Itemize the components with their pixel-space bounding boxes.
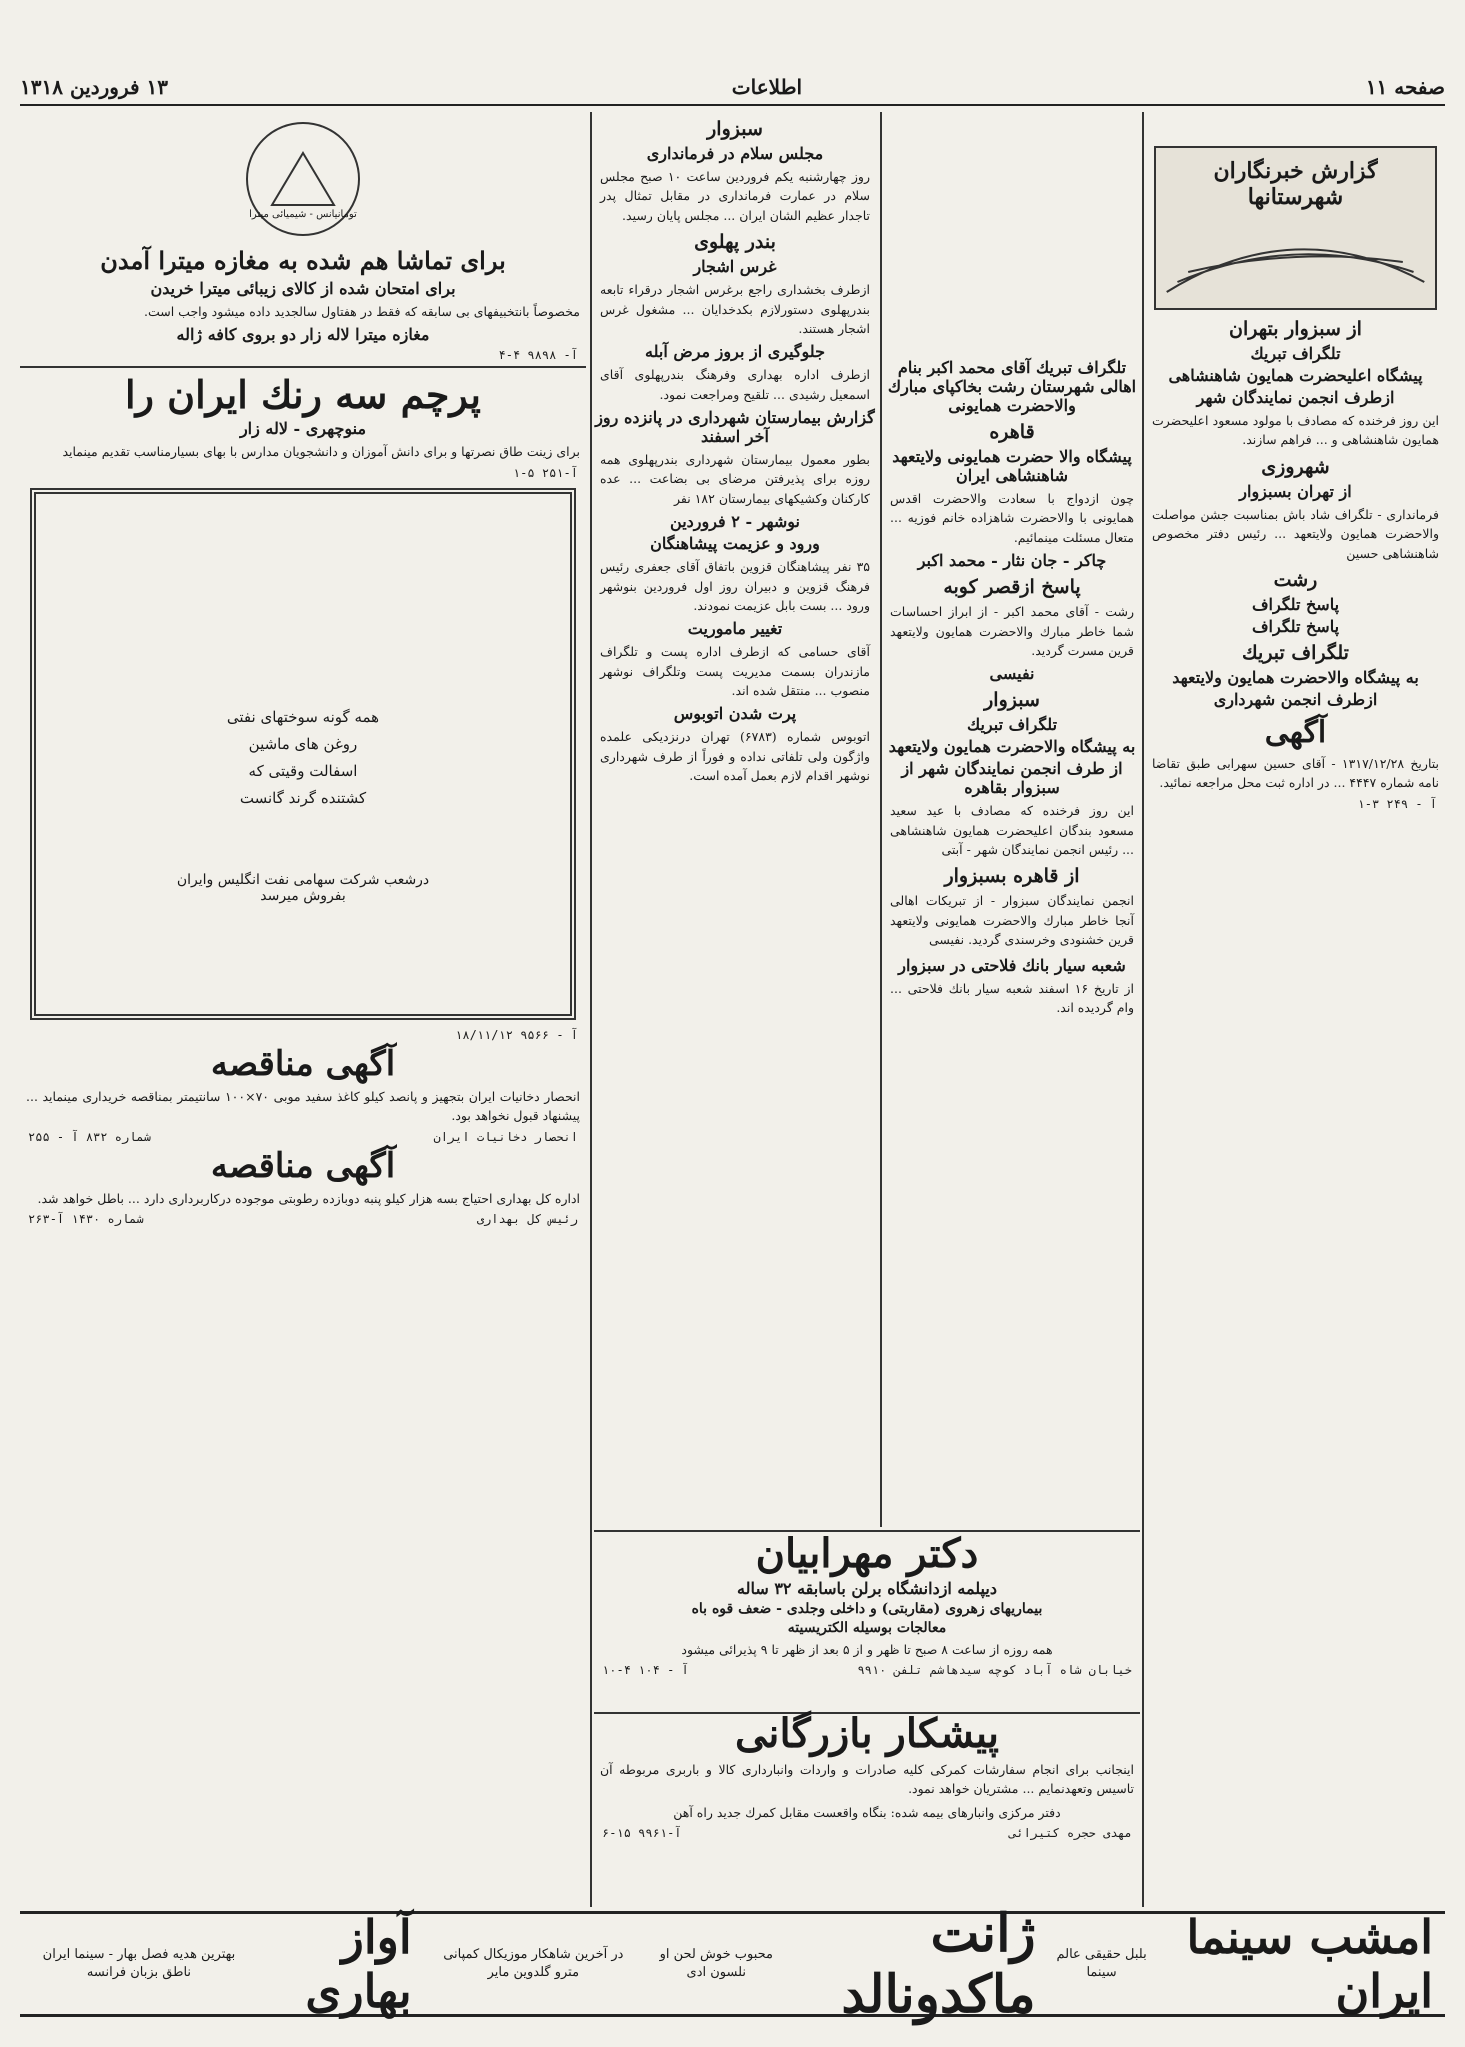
section-sub: ازطرف انجمن شهرداری	[1213, 689, 1378, 709]
section-sub: پیشگاه والا حضرت همایونی ولایتعهد شاهنشاهی ایران	[892, 447, 1132, 485]
ad-line: اسفالت وقیتی که	[248, 761, 358, 780]
doctor-treatment: معالجات بوسیله الکتریسیته	[787, 1620, 947, 1636]
article-text: ازطرف بخشداری راجع برغرس اشجار درقراء تابعه بندرپهلوی دستورلازم بکدخدایان ... مشغول غرس اشجار هستند.	[600, 282, 870, 336]
tender-title: آگهی مناقصه	[210, 1145, 396, 1186]
ad-sub: منوچهری - لاله زار	[239, 419, 367, 439]
section-title: از قاهره بسبزوار	[944, 865, 1080, 888]
doctor-hours: همه روزه از ساعت ۸ صبح تا ظهر و از ۵ بعد از ظهر تا ۹ پذیرائی میشود	[681, 1642, 1053, 1657]
ref-number: شماره ۱۴۳۰ آ-۲۶۳	[28, 1212, 144, 1227]
ad-ref	[28, 466, 578, 480]
section-sub: مجلس سلام در فرمانداری	[646, 144, 824, 163]
column-mid-right	[884, 112, 1140, 1527]
tender-ref	[28, 1130, 578, 1144]
ad-line: کشتنده گرند گانست	[239, 788, 367, 807]
company-name: درشعب شرکت سهامی نفت انگلیس وایران	[176, 871, 430, 888]
cinema-banner	[20, 1903, 1445, 2025]
section-title: تلگراف تبریك	[1242, 641, 1349, 664]
article-text: از تاریخ ۱۶ اسفند شعبه سیار بانك فلاحتی ... وام گردیده اند.	[890, 980, 1135, 1015]
cinema-title: امشب سینما ایران	[1186, 1910, 1433, 2018]
dateline: نوشهر - ۲ فروردین	[670, 512, 800, 532]
section-title: سبزوار	[984, 689, 1040, 712]
ref-number: آ-۲۵۱ ۵-۱	[512, 465, 578, 480]
article-text: بطور معمول بیمارستان شهرداری بندرپهلوی همه روزه برای پذیرفتن مرضای بی بضاعت ... عده کارکنان وکشیکهای بیمارستان ۱۸۲ نفر	[600, 452, 870, 506]
broker-sign: مهدی حجره کتیرائی	[1009, 1826, 1132, 1841]
ad-line: همه گونه سوختهای نفتی	[226, 707, 380, 726]
broker-address: دفتر مرکزی وانبارهای بیمه شده: بنگاه واقعست مقابل کمرك جدید راه آهن	[673, 1804, 1061, 1820]
doctor-address: خیابان شاه آباد کوچه سیدهاشم تلفن ۹۹۱۰	[857, 1663, 1132, 1678]
ref-number: آ - ۲۴۹ ۳-۱	[1357, 796, 1437, 811]
section-title: قاهره	[989, 421, 1035, 443]
section-title: از سبزوار بتهران	[1229, 318, 1362, 340]
cinema-tagline: بلبل حقیقی عالم سینما	[1056, 1946, 1147, 1980]
tender-ref	[28, 1212, 578, 1226]
article-text: روز چهارشنبه یکم فروردین ساعت ۱۰ صبح مجلس سلام در عمارت فرمانداری در مقابل تمثال پدر تاجدار عظیم الشان ایران ... مجلس پایان رسید.	[600, 169, 870, 223]
notice-title: آگهی	[1264, 714, 1327, 750]
signature: نفیسی	[989, 664, 1035, 684]
reporters-illustration	[1154, 146, 1437, 310]
notice-text: بتاریخ ۱۳۱۷/۱۲/۲۸ - آقای حسین سهرابی طبق تقاضا نامه شماره ۴۴۴۷ ... در اداره ثبت محل مراجعه نمائید.	[1152, 755, 1440, 791]
city-title: سبزوار	[707, 118, 763, 140]
section-title: شعبه سیار بانك فلاحتی در سبزوار	[898, 955, 1126, 975]
section-sub: به پیشگاه والاحضرت همایون ولایتعهد	[1172, 667, 1419, 687]
film-title: آواز بهاری	[305, 1910, 412, 2018]
doctor-name: دکتر مهرابیان	[755, 1530, 979, 1577]
article-text: این روز فرخنده که مصادف با عید سعید مسعود بندگان اعلیحضرت همایون شاهنشاهی ... رئیس انجمن نمایندگان شهر - آبتی	[890, 803, 1134, 857]
section-sub: تلگراف تبریك	[1250, 344, 1341, 363]
city-title: بندر پهلوی	[694, 231, 776, 254]
section-title: شهروزی	[1261, 455, 1330, 478]
section-sub: از طرف انجمن نمایندگان شهر از سبزوار بقاهره	[901, 759, 1123, 798]
tender-text: اداره کل بهداری احتیاج بسه هزار کیلو پنبه دوبازده رطوبتی موجوده درکاربرداری دارد ... باطل خواهد شد.	[37, 1191, 580, 1207]
oil-company-ad	[30, 488, 576, 1020]
section-title: رشت	[1273, 568, 1318, 591]
triangle-logo-icon	[268, 149, 338, 209]
ref-number: آ-۹۹۶۱ ۱۵-۶	[602, 1826, 682, 1841]
divider-3	[590, 112, 592, 1907]
column-left	[20, 112, 586, 1907]
ad-ref	[28, 348, 578, 362]
article-text: آقای حسامی که ازطرف اداره پست و تلگراف مازندران بسمت مدیریت پست وتلگراف نوشهر منصوب ... منتقل شده اند.	[600, 644, 870, 698]
divider-1	[1142, 112, 1144, 1907]
tender-title: آگهی مناقصه	[210, 1043, 396, 1084]
ref-number: شماره ۸۳۲ آ - ۲۵۵	[28, 1129, 151, 1144]
mitra-logo	[246, 122, 360, 236]
section-sub: تلگراف تبریك	[966, 715, 1058, 735]
logo-text: تومانیانس - شیمیائی میترا	[249, 209, 357, 220]
telegraph-wires-icon	[1156, 192, 1435, 302]
doctor-specialty: بیماریهای زهروی (مقاربتی) و داخلی وجلدی - ضعف قوه باه	[691, 1601, 1043, 1617]
tender-signature: رئیس کل بهداری	[476, 1212, 578, 1227]
doctor-ad	[594, 1530, 1140, 1714]
section-sub: جلوگیری از بروز مرض آبله	[645, 342, 825, 362]
ad-ref	[28, 1028, 578, 1042]
film-note: در آخرین شاهکار موزیکال کمپانی مترو گلدوین مایر	[443, 1946, 624, 1980]
doctor-sub: دیپلمه ازدانشگاه برلن باسابقه ۳۲ ساله	[737, 1579, 997, 1598]
tender-text: انحصار دخانیات ایران بتجهیز و پانصد کیلو کاغذ سفید موبی ۷۰×۱۰۰ سانتیمتر بمناقصه خریداری مینماید ... پیشنهاد قبول نخواهد بود.	[26, 1088, 580, 1124]
film-tagline: بهترین هدیه فصل بهار - سینما ایران ناطق بزبان فرانسه	[42, 1946, 236, 1980]
column-right	[1146, 112, 1445, 1907]
page-number: صفحه ۱۱	[1365, 75, 1445, 99]
sale-text: بفروش میرسد	[260, 887, 346, 904]
article-text: اتوبوس شماره (۶۷۸۳) تهران درنزدیکی علمده واژگون ولی تلفاتی نداده و فوراً از طرف شهرداری نوشهر اقدام لازم بعمل آمده است.	[600, 729, 870, 784]
issue-date: ۱۳ فروردین ۱۳۱۸	[20, 75, 169, 99]
ad-line: روغن های ماشین	[248, 734, 358, 753]
article-text: ۳۵ نفر پیشاهنگان قزوین باتفاق آقای جعفری رئیس فرهنگ قزوین و دبیران روز اول فروردین بنوشهر ورود ... بست بابل عزیمت نمودند.	[600, 559, 870, 613]
broker-title: پیشکار بازرگانی	[734, 1710, 1000, 1757]
section-title: تلگراف تبریك آقای محمد اکبر بنام اهالی شهرستان رشت بخاکپای مبارك والاحضرت همایونی	[887, 358, 1137, 415]
star-name: ژانت ماکدونالد	[841, 1903, 1036, 2025]
section-title: پاسخ ازقصر کوبه	[943, 576, 1081, 599]
signature: چاکر - جان نثار - محمد اکبر	[917, 551, 1107, 571]
divider-2	[880, 112, 882, 1527]
article-text: رشت - آقای محمد اکبر - از ابراز احساسات شما خاطر مبارك والاحضرت همایون ولایتعهد قرین مسرت گردید.	[890, 604, 1134, 658]
newspaper-title: اطلاعات	[731, 75, 803, 99]
article-text: چون ازدواج با سعادت والاحضرت اقدس همایونی با والاحضرت شاهزاده خانم فوزیه ... متعال مسئلت مینمائیم.	[890, 491, 1134, 545]
doctor-ref	[602, 1663, 1132, 1677]
flag-ad-title: پرچم سه رنك ایران را	[125, 372, 481, 418]
broker-text: اینجانب برای انجام سفارشات کمرکی کلیه صادرات و واردات وانبارداری کالا و باربری مربوطه آن تاسیس وتعهدنمایم ... مشتریان خواهد نمود.	[600, 1762, 1134, 1797]
ad-text: برای زینت طاق نصرتها و برای دانش آموزان و دانشجویان مدارس با بهای بسیارمناسب تقدیم مینماید	[62, 444, 580, 460]
tender-signature: انحصار دخانیات ایران	[433, 1129, 578, 1144]
ad-text: مخصوصاً بانتخبیفهای بی سابقه که فقط در هفتاول سالجدید داده میشود واجب است.	[144, 304, 580, 319]
illustration-caption: گزارش خبرنگاران شهرستانها	[1213, 158, 1378, 210]
article-text: ازطرف اداره بهداری وفرهنگ بندرپهلوی آقای اسمعیل رشیدی ... تلقیح ومراجعت نمود.	[600, 367, 870, 402]
section-sub: پاسخ تلگراف	[1251, 594, 1340, 614]
ad-title: برای تماشا هم شده به مغازه میترا آمدن	[100, 246, 506, 275]
newspaper-header	[20, 70, 1445, 106]
article-text: فرمانداری - تلگراف شاد باش بمناسبت جشن مواصلت والاحضرت همایون ولایتعهد ... رئیس دفتر مخصوص شاهنشاهی حسین	[1152, 506, 1439, 561]
ad-shop: مغازه میترا لاله زار دو بروی کافه ژاله	[176, 325, 430, 345]
section-sub: پرت شدن اتوبوس	[673, 704, 797, 724]
ref-number: آ - ۱۰۴ ۴-۱۰	[602, 1663, 689, 1678]
section-sub: ورود و عزیمت پیشاهنگان	[650, 534, 820, 554]
section-sub: غرس اشجار	[693, 257, 777, 277]
ref-number: آ - ۹۵۶۶ ۱۸/۱۱/۱۲	[455, 1027, 578, 1042]
broker-ad	[594, 1712, 1140, 1902]
section-sub: پاسخ تلگراف	[1251, 616, 1340, 636]
column-mid-left	[594, 112, 876, 1527]
section-sub: ازطرف انجمن نمایندگان شهر	[1196, 388, 1395, 407]
section-sub: گزارش بیمارستان شهرداری در پانزده روز آخر اسفند	[595, 408, 875, 446]
broker-ref	[602, 1826, 1132, 1840]
section-sub: پیشگاه اعلیحضرت همایون شاهنشاهی	[1168, 366, 1423, 385]
notice-ref	[1154, 797, 1437, 811]
section-sub: از تهران بسبزوار	[1239, 481, 1352, 501]
section-sub: تغییر ماموریت	[687, 619, 783, 639]
section-sub: به پیشگاه والاحضرت همایون ولایتعهد	[888, 737, 1136, 757]
section-divider	[20, 366, 586, 368]
ad-sub: برای امتحان شده از کالای زیبائی میترا خریدن	[150, 279, 456, 298]
costar-text: محبوب خوش لحن او نلسون ادی	[659, 1946, 773, 1980]
article-text: این روز فرخنده که مصادف با مولود مسعود اعلیحضرت همایون شاهنشاهی و ... فراهم سازند.	[1152, 413, 1439, 448]
ref-number: آ- ۹۸۹۸ ۴-۴	[498, 348, 578, 363]
article-text: انجمن نمایندگان سبزوار - از تبریکات اهالی آنجا خاطر مبارك والاحضرت همایونی ولایتعهد قرین خشنودی وخرسندی گردید. نفیسی	[890, 893, 1134, 948]
